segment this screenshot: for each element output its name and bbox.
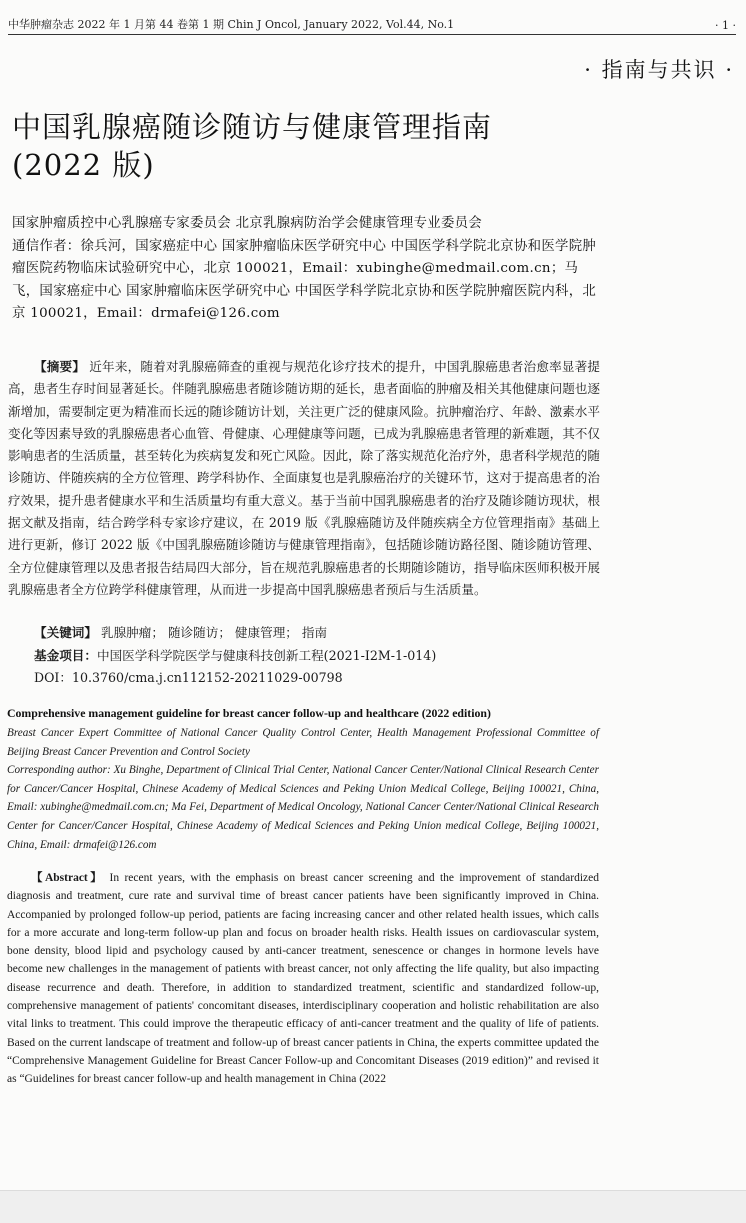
- title-line-2: (2022 版): [12, 148, 155, 182]
- running-header: [8, 14, 736, 35]
- keywords-zh: [34, 622, 600, 645]
- fund-zh-text: 中国医学科学院医学与健康科技创新工程(2021-I2M-1-014): [96, 647, 437, 663]
- metadata-zh: [34, 622, 600, 690]
- title-line-1: 中国乳腺癌随诊随访与健康管理指南: [12, 110, 493, 144]
- keywords-zh-label: 【关键词】: [34, 625, 97, 640]
- fund-zh-label: 基金项目：: [34, 647, 97, 663]
- authors-zh: [12, 213, 600, 326]
- keywords-zh-text: 乳腺肿瘤； 随诊随访； 健康管理； 指南: [96, 625, 328, 640]
- abstract-zh: [8, 356, 600, 601]
- authors-en: [7, 724, 599, 854]
- doi: DOI：10.3760/cma.j.cn112152-20211029-00798: [34, 670, 343, 685]
- abstract-zh-text: 近年来，随着对乳腺癌筛查的重视与规范化诊疗技术的提升，中国乳腺癌患者治愈率显著提高，患者生存时间显著延长。伴随乳腺癌患者随诊随访期的延长，患者面临的肿瘤及相关其他健康问题也逐渐增加，需要制定更为精准而长远的随诊随访计划，关注更广泛的健康风险。抗肿瘤治疗、年龄、激素水平变化等因素导致的乳腺癌患者心血管、骨健康、心理健康等问题，已成为乳腺癌患者管理的新难题，其不仅影响患者的生活质量，甚至转化为疾病复发和死亡风险。因此，除了落实规范化治疗外，患者科学规范的随诊随访、伴随疾病的全方位管理、跨学科协作、全面康复也是乳腺癌治疗的关键环节，这对于提高患者的治疗效果，提升患者健康水平和生活质量均有重大意义。基于当前中国乳腺癌患者的治疗及随诊随访现状，根据文献及指南，结合跨学科专家诊疗建议，在 2019 版《乳腺癌随访及伴随疾病全方位管理指南》基础上进行更新，修订 2022 版《中国乳腺癌随诊随访与健康管理指南》，包括随诊随访路径图、随诊随访管理、全方位健康管理以及患者报告结局四大部分，旨在规范乳腺癌患者的长期随诊随访，指导临床医师积极开展乳腺癌患者全方位跨学科健康管理，从而进一步提高中国乳腺癌患者预后与生活质量。: [8, 359, 600, 597]
- viewer-bottom-bar: [0, 1190, 746, 1223]
- author-committees-en: Breast Cancer Expert Committee of National Cancer Quality Control Center, Health Management Professional Committee of Beijing Breast Cancer Prevention and Control Society: [7, 727, 599, 758]
- fund-zh: [34, 645, 600, 668]
- abstract-en-text: In recent years, with the emphasis on breast cancer screening and the improvement of standardized diagnosis and treatment, cure rate and survival time of breast cancer patients have been significantly improved in China. Accompanied by prolonged follow-up period, patients are facing increasing cancer and other related health issues, which calls for a more accurate and long-term follow-up plan and focus on broader health risks. Health issues on cardiovascular system, bone density, blood lipid and psychology caused by anti-cancer treatment, senescence or changes in hormone levels have become new challenges in the management of patients with breast cancer, not only affecting the life quality, but also impacting disease recurrence and death. Therefore, in addition to standardized treatment, scientific and standardized follow-up, comprehensive management of patients' concomitant diseases, interdisciplinary cooperation and holistic rehabilitation are also vital links to treatment. This could improve the therapeutic efficacy of anti-cancer treatment and the quality of life of patients. Based on the current landscape of treatment and follow-up of breast cancer patients in China, the experts committee updated the “Comprehensive Management Guideline for Breast Cancer Follow-up and Concomitant Diseases (2019 edition)” and revised it as “Guidelines for breast cancer follow-up and health management in China (2022: [7, 872, 600, 1086]
- author-committees-zh: 国家肿瘤质控中心乳腺癌专家委员会 北京乳腺病防治学会健康管理专业委员会: [12, 216, 483, 231]
- article-title: [12, 108, 732, 184]
- journal-citation: 中华肿瘤杂志 2022 年 1 月第 44 卷第 1 期 Chin J Oncol, January 2022, Vol.44, No.1: [8, 18, 455, 31]
- abstract-zh-label: 【摘要】: [34, 359, 86, 374]
- section-label: · 指南与共识 ·: [584, 58, 734, 82]
- corresponding-author-zh: 通信作者：徐兵河，国家癌症中心 国家肿瘤临床医学研究中心 中国医学科学院北京协和医学院肿瘤医院药物临床试验研究中心，北京 100021，Email：xubinghe@medmail.com.cn；马飞，国家癌症中心 国家肿瘤临床医学研究中心 中国医学科学院北京协和医学院肿瘤医院内科，北京 100021，Email：drmafei@126.com: [12, 238, 597, 321]
- page-number: · 1 ·: [715, 19, 736, 32]
- english-title: Comprehensive management guideline for breast cancer follow-up and healthcare (2022 edition): [7, 706, 491, 720]
- abstract-en: [7, 869, 599, 1089]
- corresponding-author-en: Corresponding author: Xu Binghe, Department of Clinical Trial Center, National Cancer Center/National Clinical Research Center for Cancer/Cancer Hospital, Chinese Academy of Medical Sciences and Peking Union Medical College, Beijing 100021, China, Email: xubinghe@medmail.com.cn; Ma Fei, Department of Medical Oncology, National Cancer Center/National Clinical Research Center for Cancer/Cancer Hospital, Chinese Academy of Medical Sciences and Peking Union medical College, Beijing 100021, China, Email: drmafei@126.com: [7, 764, 599, 851]
- abstract-en-label: 【Abstract】: [31, 872, 105, 884]
